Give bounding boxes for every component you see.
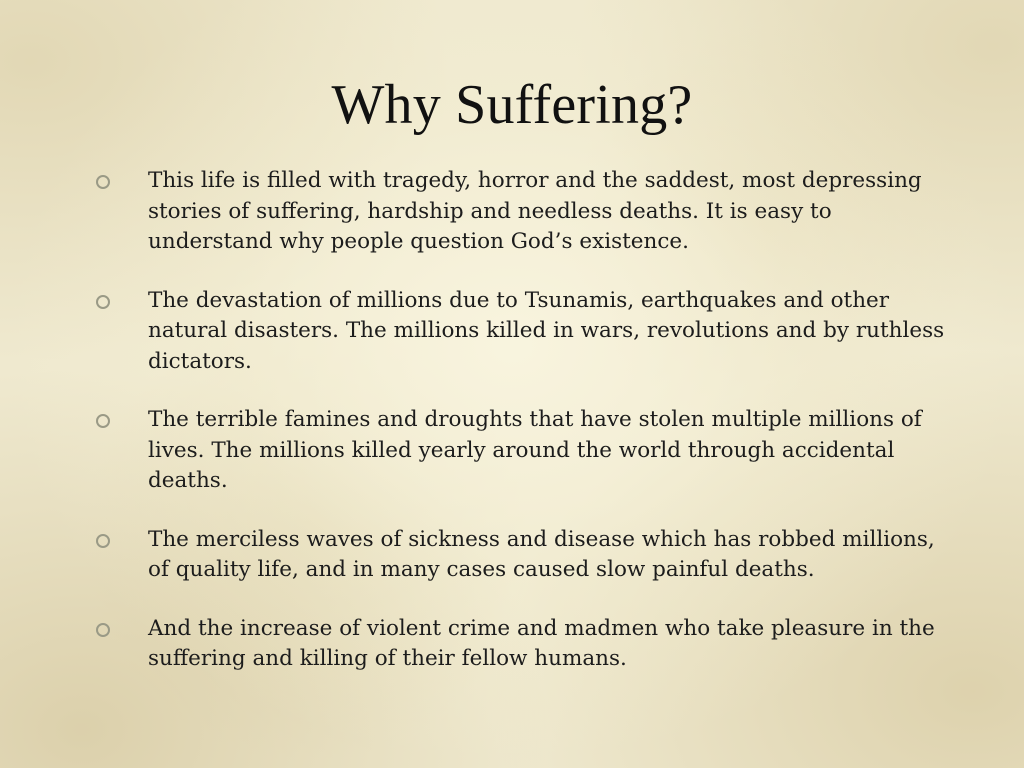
hollow-circle-bullet-icon — [96, 295, 110, 309]
hollow-circle-bullet-icon — [96, 623, 110, 637]
hollow-circle-bullet-icon — [96, 534, 110, 548]
bullet-text: And the increase of violent crime and madmen who take pleasure in the suffering and killing of their fellow humans. — [148, 615, 935, 671]
bullet-item — [96, 405, 946, 497]
bullet-item — [96, 614, 946, 675]
bullet-text: The terrible famines and droughts that have stolen multiple millions of lives. The millions killed yearly around the world through accidental deaths. — [148, 407, 922, 493]
bullet-item — [96, 286, 946, 378]
bullet-text: The devastation of millions due to Tsunamis, earthquakes and other natural disasters. The millions killed in wars, revolutions and by ruthless dictators. — [148, 287, 945, 374]
bullet-list — [96, 166, 946, 703]
bullet-text: The merciless waves of sickness and disease which has robbed millions, of quality life, and in many cases caused slow painful deaths. — [148, 526, 935, 582]
hollow-circle-bullet-icon — [96, 414, 110, 428]
bullet-text: This life is filled with tragedy, horror and the saddest, most depressing stories of suffering, hardship and needless deaths. It is easy to understand why people question God’s existence. — [148, 168, 922, 254]
bullet-item — [96, 166, 946, 258]
slide-title: Why Suffering? — [331, 74, 693, 136]
bullet-item — [96, 525, 946, 586]
hollow-circle-bullet-icon — [96, 175, 110, 189]
